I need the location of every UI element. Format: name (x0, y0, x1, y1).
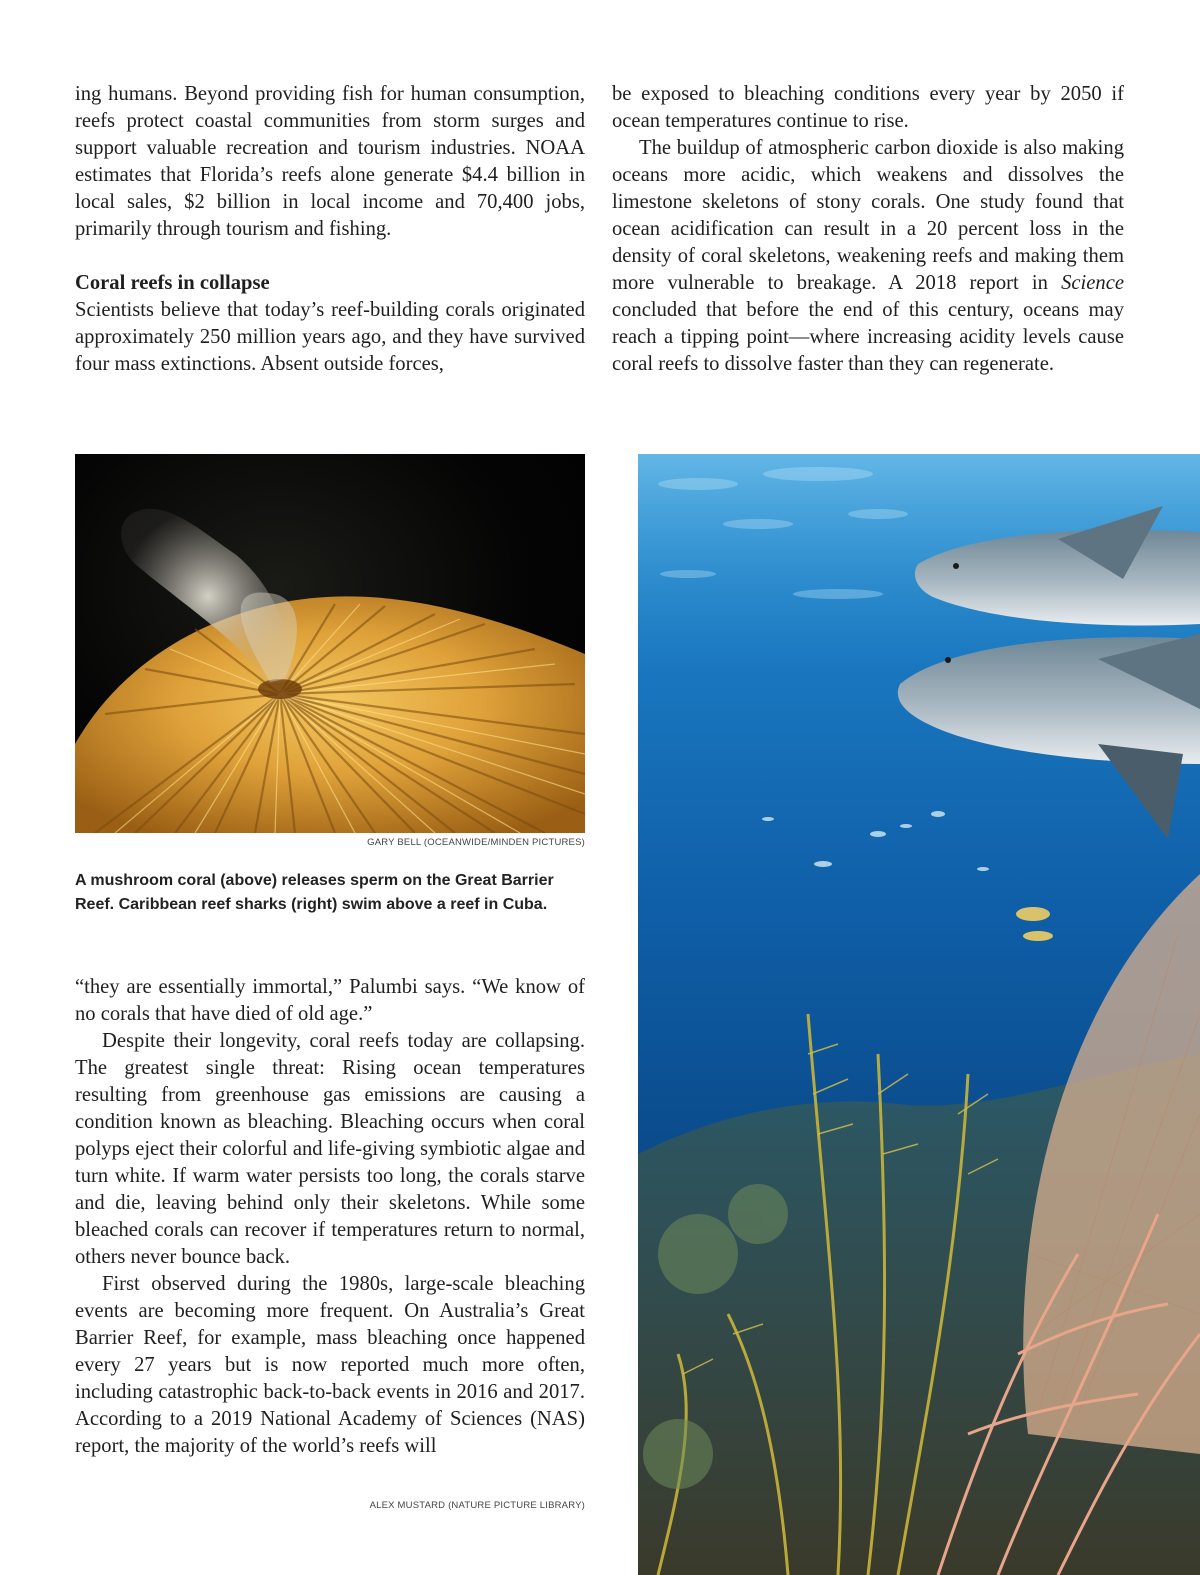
body-paragraph: ing humans. Beyond providing fish for human consumption, reefs protect coastal communities from storm surges and support valuable recreation and tourism industries. NOAA estimates that Florida’s reefs alone generate $4.4 billion in local sales, $2 billion in local income and 70,400 jobs, primarily through tourism and fishing. (75, 83, 585, 240)
body-paragraph: First observed during the 1980s, large-scale bleaching events are becoming more frequent. On Australia’s Great Barrier Reef, for example, mass bleaching once happened every 27 years but is now reported much more often, including catastrophic back-to-back events in 2016 and 2017. According to a 2019 National Academy of Sciences (NAS) report, the majority of the world’s reefs will (75, 1273, 585, 1457)
text-column-bottom-left (75, 974, 585, 1460)
body-text: The buildup of atmospheric carbon dioxide is also making oceans more acidic, which weakens and dissolves the limestone skeletons of stony corals. One study found that ocean acidification can result in a 20 percent loss in the density of coral skeletons, weakening reefs and making them more vulnerable to breakage. A 2018 report in (612, 137, 1124, 294)
mushroom-coral-photo (75, 454, 585, 833)
body-paragraph: be exposed to bleaching conditions every year by 2050 if ocean temperatures continue to rise. (612, 83, 1124, 132)
photo-credit: ALEX MUSTARD (NATURE PICTURE LIBRARY) (369, 1500, 585, 1511)
reef-shark-photo (638, 454, 1200, 1575)
body-paragraph (612, 135, 1124, 378)
coral-illustration (75, 454, 585, 833)
body-paragraph: “they are essentially immortal,” Palumbi says. “We know of no corals that have died of old age.” (75, 976, 585, 1025)
section-heading: Coral reefs in collapse (75, 272, 270, 294)
journal-name: Science (1061, 272, 1124, 294)
body-paragraph: Scientists believe that today’s reef-building corals originated approximately 250 million years ago, and they have survived four mass extinctions. Absent outside forces, (75, 299, 585, 375)
body-text: concluded that before the end of this century, oceans may reach a tipping point—where increasing acidity levels cause coral reefs to dissolve faster than they can regenerate. (612, 299, 1124, 375)
photo-credit: GARY BELL (OCEANWIDE/MINDEN PICTURES) (367, 837, 585, 848)
body-paragraph: Despite their longevity, coral reefs today are collapsing. The greatest single threat: Rising ocean temperatures resulting from greenhouse gas emissions are causing a condition known as bleaching. Bleaching occurs when coral polyps eject their colorful and life-giving symbiotic algae and turn white. If warm water persists too long, the corals starve and die, leaving behind only their skeletons. While some bleached corals can recover if temperatures return to normal, others never bounce back. (75, 1030, 585, 1268)
reef-illustration (638, 454, 1200, 1575)
text-column-top-left (75, 81, 585, 378)
figure-caption: A mushroom coral (above) releases sperm on the Great Barrier Reef. Caribbean reef sharks (right) swim above a reef in Cuba. (75, 872, 554, 913)
text-column-top-right (612, 81, 1124, 378)
